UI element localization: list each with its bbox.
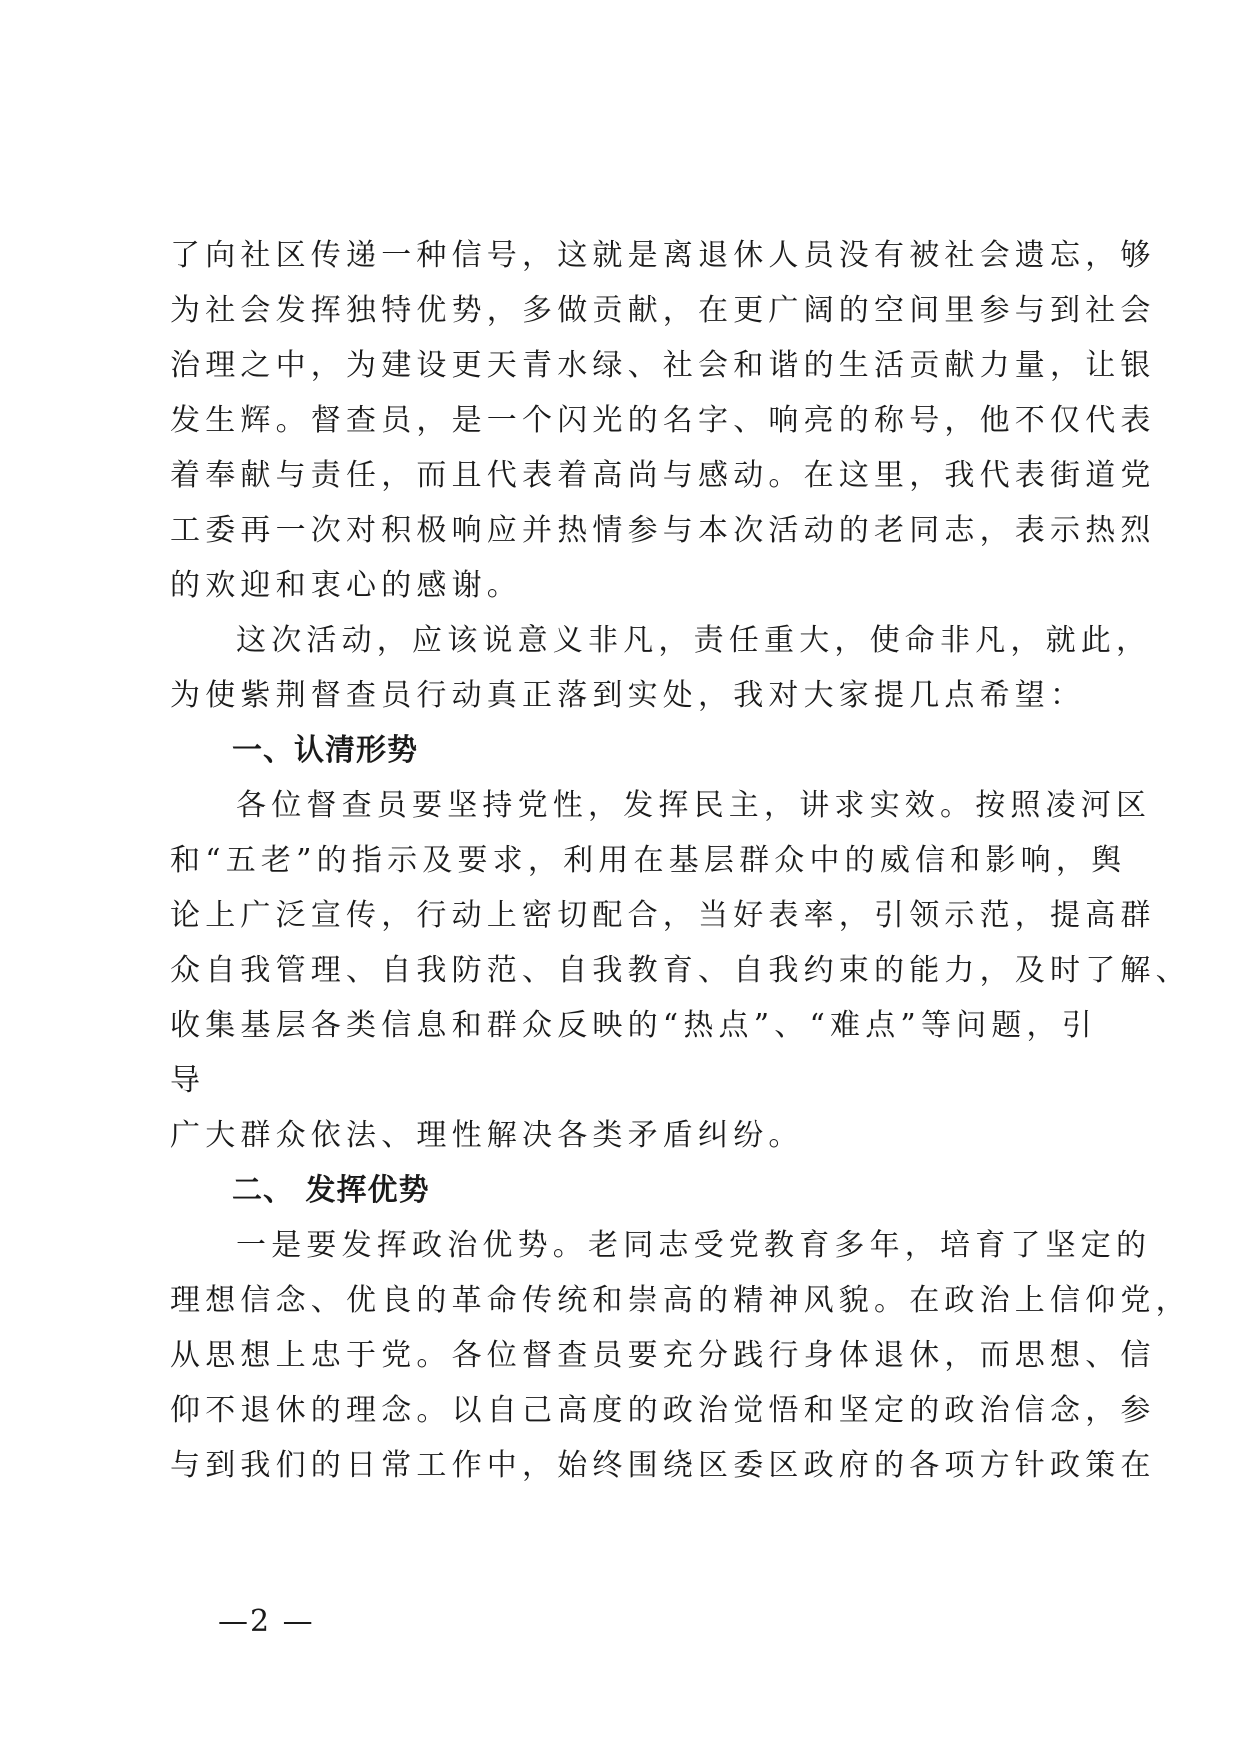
text-line: 广大群众依法、理性解决各类矛盾纠纷。 [170, 1118, 804, 1153]
text-line: 着奉献与责任，而且代表着高尚与感动。在这里，我代表街道党 [170, 458, 1156, 493]
text-line: 收集基层各类信息和群众反映的“热点”、“难点”等问题，引 [170, 1008, 1097, 1043]
paragraph-start-line: 这次活动，应该说意义非凡，责任重大，使命非凡，就此， [236, 623, 1152, 658]
text-line: 仰不退休的理念。以自己高度的政治觉悟和坚定的政治信念，参 [170, 1393, 1156, 1428]
text-line: 发生辉。督查员，是一个闪光的名字、响亮的称号，他不仅代表 [170, 403, 1156, 438]
text-line: 的欢迎和衷心的感谢。 [170, 568, 522, 603]
section-heading-2: 二、 发挥优势 [232, 1173, 430, 1208]
text-line: 与到我们的日常工作中，始终围绕区委区政府的各项方针政策在 [170, 1448, 1156, 1483]
text-line: 众自我管理、自我防范、自我教育、自我约束的能力，及时了解、 [170, 953, 1191, 988]
text-line: 从思想上忠于党。各位督查员要充分践行身体退休，而思想、信 [170, 1338, 1156, 1373]
text-line: 和“五老”的指示及要求，利用在基层群众中的威信和影响，舆 [170, 843, 1127, 878]
paragraph-start-line: 一是要发挥政治优势。老同志受党教育多年，培育了坚定的 [236, 1228, 1152, 1263]
text-line: 工委再一次对积极响应并热情参与本次活动的老同志，表示热烈 [170, 513, 1156, 548]
paragraph-start-line: 各位督查员要坚持党性，发挥民主，讲求实效。按照凌河区 [236, 788, 1152, 823]
section-heading-1: 一、认清形势 [232, 733, 418, 768]
text-line: 治理之中，为建设更天青水绿、社会和谐的生活贡献力量，让银 [170, 348, 1156, 383]
page-number: —2 — [218, 1604, 315, 1639]
text-line: 了向社区传递一种信号，这就是离退休人员没有被社会遗忘，够 [170, 238, 1156, 273]
text-line: 导 [170, 1063, 206, 1098]
body-text [170, 228, 1191, 1493]
text-line: 为社会发挥独特优势，多做贡献，在更广阔的空间里参与到社会 [170, 293, 1156, 328]
text-line: 论上广泛宣传，行动上密切配合，当好表率，引领示范，提高群 [170, 898, 1156, 933]
text-line: 为使紫荆督查员行动真正落到实处，我对大家提几点希望： [170, 678, 1086, 713]
text-line: 理想信念、优良的革命传统和崇高的精神风貌。在政治上信仰党， [170, 1283, 1191, 1318]
